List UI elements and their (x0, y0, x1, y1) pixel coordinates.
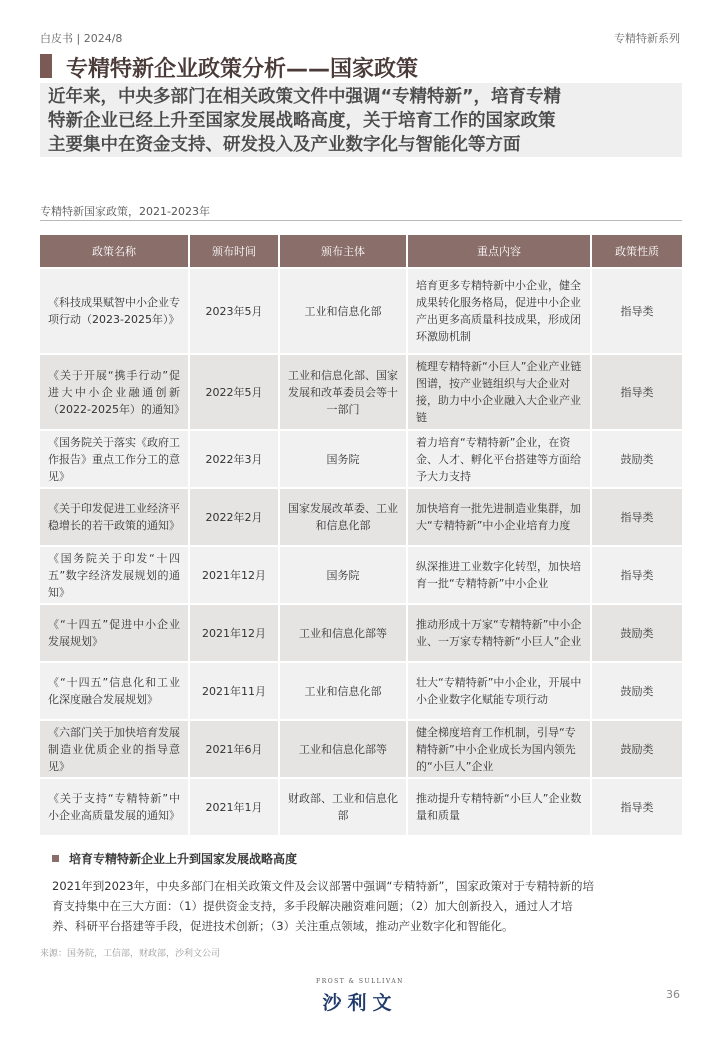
policy-issuer: 工业和信息化部 (280, 267, 408, 353)
logo-english: FROST & SULLIVAN (316, 978, 404, 985)
policy-issuer: 工业和信息化部、国家发展和改革委员会等十一部门 (280, 353, 408, 429)
policy-date: 2021年6月 (190, 719, 280, 777)
policy-issuer: 国家发展改革委、工业和信息化部 (280, 487, 408, 545)
table-row (40, 545, 682, 603)
policy-nature: 指导类 (592, 353, 682, 429)
table-caption: 专精特新国家政策，2021-2023年 (40, 205, 210, 218)
policy-date: 2021年1月 (190, 777, 280, 835)
headline-line: 近年来，中央多部门在相关政策文件中强调“专精特新”，培育专精 (48, 87, 562, 107)
page-number: 36 (666, 988, 680, 1001)
table-header-row (40, 235, 682, 267)
policy-name: 《科技成果赋智中小企业专项行动（2023-2025年）》 (40, 267, 190, 353)
section-title: 培育专精特新企业上升到国家发展战略高度 (69, 852, 298, 866)
table-row (40, 267, 682, 353)
column-header: 颁布主体 (280, 235, 408, 267)
headline-line: 特新企业已经上升至国家发展战略高度，关于培育工作的国家政策 (48, 111, 556, 131)
page-title: 专精特新企业政策分析——国家政策 (66, 57, 419, 82)
policy-content: 培育更多专精特新中小企业，健全成果转化服务格局，促进中小企业产出更多高质量科技成果，形成闭环激励机制 (408, 267, 592, 353)
policy-content: 壮大“专精特新”中小企业，开展中小企业数字化赋能专项行动 (408, 661, 592, 719)
paragraph-line: 2021年到2023年，中央多部门在相关政策文件及会议部署中强调“专精特新”，国家政策对于专精特新的培 (52, 879, 594, 893)
policy-name: 《“十四五”促进中小企业发展规划》 (40, 603, 190, 661)
page-header (40, 30, 680, 46)
title-accent-bar (40, 54, 52, 78)
policy-name: 《关于印发促进工业经济平稳增长的若干政策的通知》 (40, 487, 190, 545)
policy-name: 《关于支持“专精特新”中小企业高质量发展的通知》 (40, 777, 190, 835)
policy-issuer: 工业和信息化部 (280, 661, 408, 719)
headline-box (40, 83, 682, 157)
table-row (40, 777, 682, 835)
doc-label: 白皮书 | 2024/8 (40, 32, 123, 45)
policy-date: 2022年3月 (190, 429, 280, 487)
column-header: 重点内容 (408, 235, 592, 267)
table-row (40, 661, 682, 719)
policy-issuer: 工业和信息化部等 (280, 603, 408, 661)
caption-divider (40, 220, 682, 221)
policy-nature: 指导类 (592, 487, 682, 545)
policy-name: 《国务院关于印发“十四五”数字经济发展规划的通知》 (40, 545, 190, 603)
source-note: 来源：国务院，工信部，财政部，沙利文公司 (40, 949, 221, 959)
policy-nature: 指导类 (592, 545, 682, 603)
table-row (40, 353, 682, 429)
series-label: 专精特新系列 (614, 32, 680, 45)
paragraph-line: 养、科研平台搭建等手段，促进技术创新；（3）关注重点领域，推动产业数字化和智能化。 (52, 919, 514, 933)
column-header: 颁布时间 (190, 235, 280, 267)
policy-date: 2023年5月 (190, 267, 280, 353)
policy-nature: 指导类 (592, 777, 682, 835)
policy-content: 着力培育“专精特新”企业，在资金、人才、孵化平台搭建等方面给予大力支持 (408, 429, 592, 487)
summary-paragraph (52, 876, 682, 936)
paragraph-line: 育支持集中在三大方面：（1）提供资金支持，多手段解决融资难问题；（2）加大创新投入，通过人才培 (52, 899, 573, 913)
policy-issuer: 财政部、工业和信息化部 (280, 777, 408, 835)
policy-table (40, 235, 682, 835)
policy-nature: 鼓励类 (592, 603, 682, 661)
policy-name: 《国务院关于落实《政府工作报告》重点工作分工的意见》 (40, 429, 190, 487)
policy-content: 纵深推进工业数字化转型，加快培育一批“专精特新”中小企业 (408, 545, 592, 603)
policy-content: 梳理专精特新“小巨人”企业产业链图谱，按产业链组织与大企业对接，助力中小企业融入大企业产业链 (408, 353, 592, 429)
policy-nature: 鼓励类 (592, 661, 682, 719)
policy-name: 《六部门关于加快培育发展制造业优质企业的指导意见》 (40, 719, 190, 777)
policy-date: 2021年12月 (190, 603, 280, 661)
table-row (40, 603, 682, 661)
policy-content: 健全梯度培育工作机制，引导“专精特新”中小企业成长为国内领先的“小巨人”企业 (408, 719, 592, 777)
headline-line: 主要集中在资金支持、研发投入及产业数字化与智能化等方面 (48, 135, 521, 155)
policy-content: 加快培育一批先进制造业集群，加大“专精特新”中小企业培育力度 (408, 487, 592, 545)
column-header: 政策性质 (592, 235, 682, 267)
policy-name: 《“十四五”信息化和工业化深度融合发展规划》 (40, 661, 190, 719)
policy-name: 《关于开展“携手行动”促进大中小企业融通创新（2022-2025年）的通知》 (40, 353, 190, 429)
policy-issuer: 国务院 (280, 545, 408, 603)
policy-issuer: 工业和信息化部等 (280, 719, 408, 777)
table-row (40, 487, 682, 545)
table-row (40, 719, 682, 777)
policy-nature: 鼓励类 (592, 429, 682, 487)
table-row (40, 429, 682, 487)
policy-nature: 指导类 (592, 267, 682, 353)
square-bullet-icon (52, 855, 59, 862)
policy-content: 推动提升专精特新“小巨人”企业数量和质量 (408, 777, 592, 835)
section-heading (52, 850, 297, 867)
logo-chinese: 沙利文 (322, 992, 398, 1014)
policy-content: 推动形成十万家“专精特新”中小企业、一万家专精特新“小巨人”企业 (408, 603, 592, 661)
company-logo (0, 978, 720, 1015)
column-header: 政策名称 (40, 235, 190, 267)
policy-date: 2022年2月 (190, 487, 280, 545)
policy-issuer: 国务院 (280, 429, 408, 487)
policy-date: 2021年11月 (190, 661, 280, 719)
policy-date: 2021年12月 (190, 545, 280, 603)
policy-nature: 鼓励类 (592, 719, 682, 777)
policy-date: 2022年5月 (190, 353, 280, 429)
